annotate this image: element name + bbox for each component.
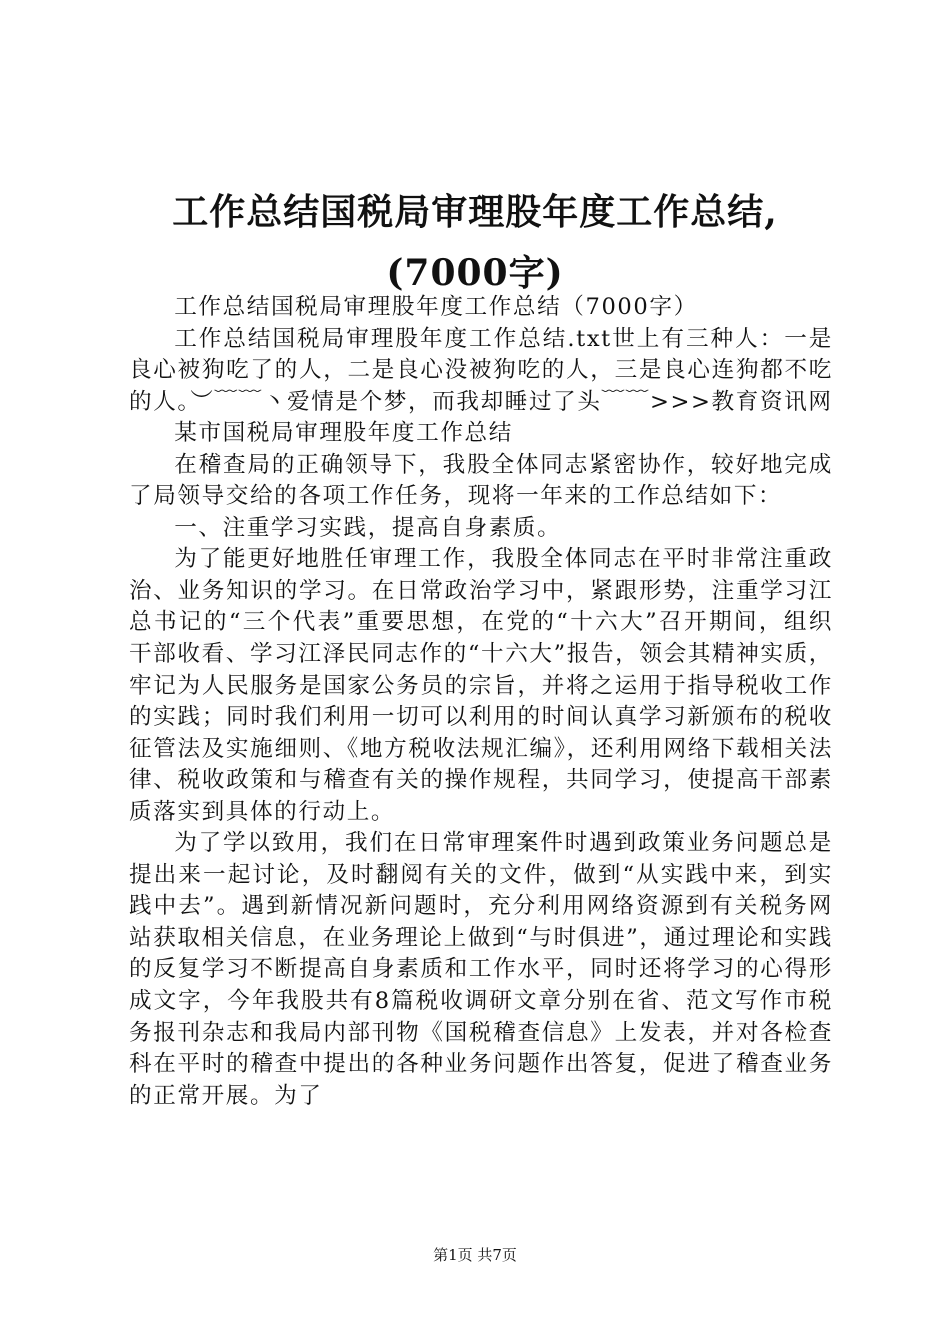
paragraph-practice: 为了学以致用，我们在日常审理案件时遇到政策业务问题总是提出来一起讨论，及时翻阅有关的文件，做到“从实践中来，到实践中去”。遇到新情况新问题时，充分利用网络资源到有关税务网站获取相关信息，在业务理论上做到“与时俱进”，通过理论和实践的反复学习不断提高自身素质和工作水平，同时还将学习的心得形成文字，今年我股共有8篇税收调研文章分别在省、范文写作市税务报刊杂志和我局内部刊物《国税稽查信息》上发表，并对各检查科在平时的稽查中提出的各种业务问题作出答复，促进了稽查业务的正常开展。为了 [129,830,833,1109]
page-number: 第1页 共7页 [433,1246,517,1264]
section-heading-1: 一、注重学习实践，提高自身素质。 [174,514,562,541]
paragraph-intro: 工作总结国税局审理股年度工作总结.txt世上有三种人：一是良心被狗吃了的人，二是良心没被狗吃的人，三是良心连狗都不吃的人。︶﹋﹋丶爱情是个梦，而我却睡过了头﹋﹋>>>教育资讯网 [129,325,833,415]
document-title: 工作总结国税局审理股年度工作总结,(7000字) [172,191,778,294]
document-body [129,292,833,1112]
paragraph-opening: 在稽查局的正确领导下，我股全体同志紧密协作，较好地完成了局领导交给的各项工作任务，现将一年来的工作总结如下： [129,451,833,510]
paragraph-study: 为了能更好地胜任审理工作，我股全体同志在平时非常注重政治、业务知识的学习。在日常政治学习中，紧跟形势，注重学习江总书记的“三个代表”重要思想，在党的“十六大”召开期间，组织干部收看、学习江泽民同志作的“十六大”报告，领会其精神实质，牢记为人民服务是国家公务员的宗旨，并将之运用于指导税收工作的实践；同时我们利用一切可以利用的时间认真学习新颁布的税收征管法及实施细则、《地方税收法规汇编》，还利用网络下载相关法律、税收政策和与稽查有关的操作规程，共同学习，使提高干部素质落实到具体的行动上。 [129,546,833,825]
paragraph-subtitle: 工作总结国税局审理股年度工作总结（7000字） [174,294,698,320]
paragraph-heading: 某市国税局审理股年度工作总结 [174,420,513,447]
